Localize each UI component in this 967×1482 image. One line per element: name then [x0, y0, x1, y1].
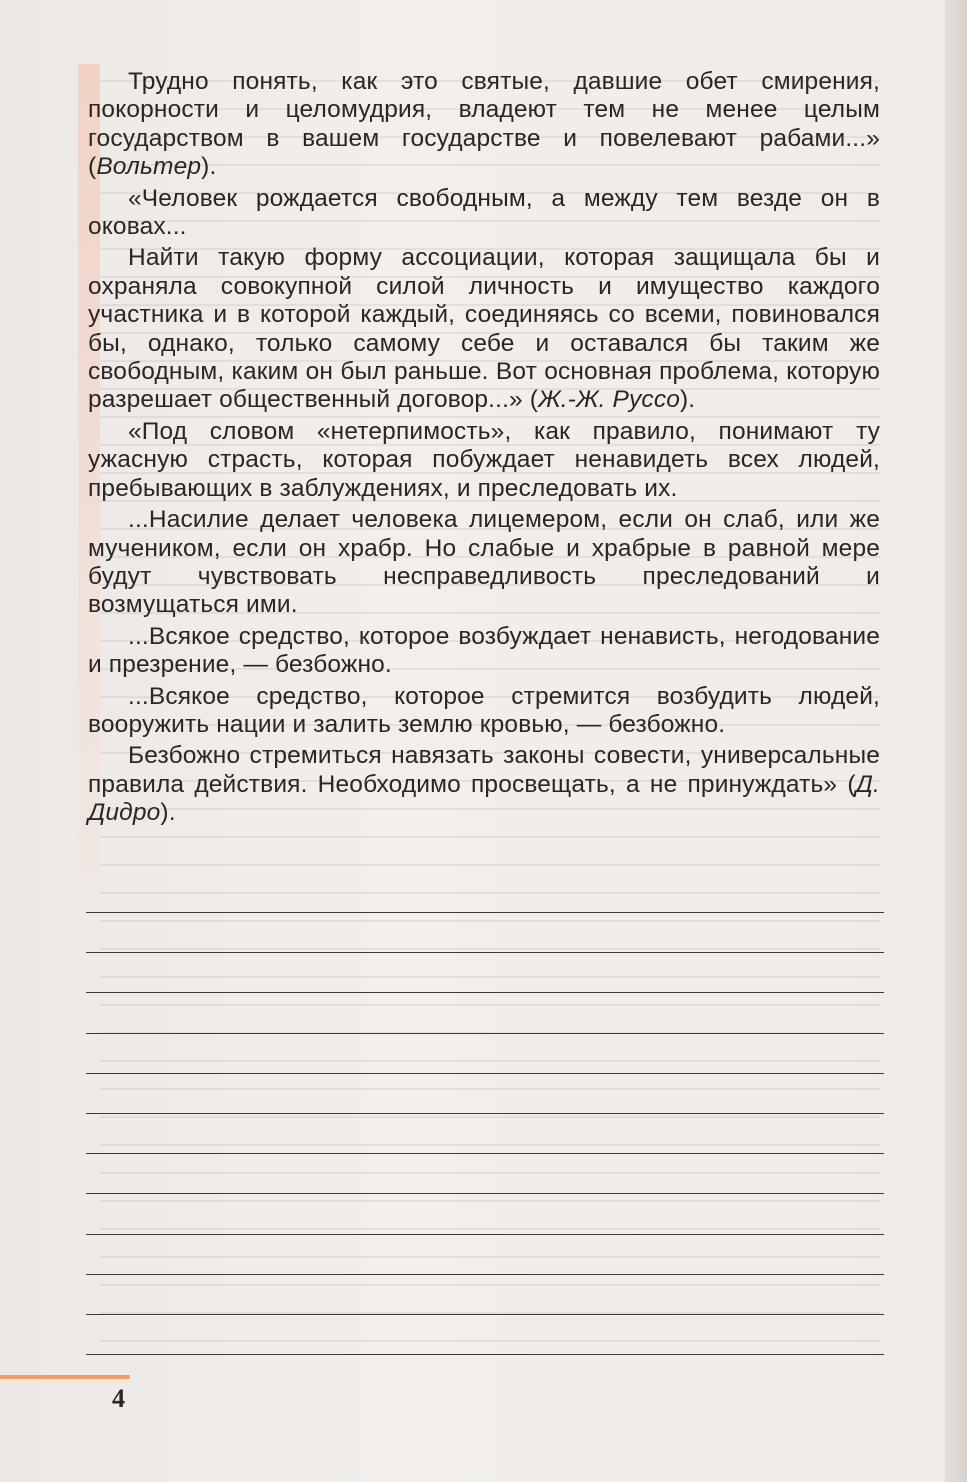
- author-diderot: Д. Дидро: [88, 770, 880, 827]
- paragraph-text: ...Всякое средство, которое возбуждает ненависть, негодование и презрение, — безбожно.: [88, 622, 880, 679]
- quote-paragraph-rousseau-1: [88, 185, 880, 242]
- quote-paragraph-rousseau-2: [88, 244, 880, 414]
- paragraph-text: Безбожно стремиться навязать законы совести, универсальные правила действия. Необходимо просвещать, а не принуждать» (: [88, 742, 880, 798]
- footer-accent-rule: [0, 1375, 130, 1379]
- answer-line[interactable]: [86, 1153, 884, 1154]
- quote-paragraph-diderot-4: [88, 683, 880, 740]
- answer-line[interactable]: [86, 1193, 884, 1194]
- author-rousseau: Ж.-Ж. Руссо: [538, 386, 680, 414]
- paragraph-tail: ).: [680, 386, 696, 414]
- answer-line[interactable]: [86, 1354, 884, 1355]
- paragraph-text: ...Всякое средство, которое стремится возбудить людей, вооружить нации и залить землю кровью, — безбожно.: [88, 682, 880, 738]
- paragraph-text: Трудно понять, как это святые, давшие обет смирения, покорности и целомудрия, владеют тем не менее целым государством в вашем государстве и повелевают рабами...» (: [88, 68, 880, 181]
- answer-line[interactable]: [86, 912, 884, 913]
- quote-paragraph-diderot-5: [88, 742, 880, 827]
- page-edge-shadow: [945, 0, 967, 1482]
- paragraph-text: «Человек рождается свободным, а между тем везде он в оковах...: [88, 184, 880, 241]
- paragraph-tail: ).: [160, 799, 176, 827]
- paragraph-text: Найти такую форму ассоциации, которая защищала бы и охраняла совокупной силой личность и имущество каждого участника и в которой каждый, соединяясь со всеми, повиновался бы, однако, только самому себе и оставался бы таким же свободным, каким он был раньше. Вот основная проблема, которую разрешает общественный договор...» (: [88, 244, 880, 414]
- answer-line[interactable]: [86, 1274, 884, 1275]
- quote-paragraph-diderot-2: [88, 506, 880, 620]
- answer-line[interactable]: [86, 952, 884, 953]
- answer-line[interactable]: [86, 1113, 884, 1114]
- paragraph-text: ...Насилие делает человека лицемером, если он слаб, или же мучеником, если он храбр. Но слабые и храбрые в равной мере будут чувствовать несправедливость преследований и возмущаться ими.: [88, 506, 880, 619]
- quotation-block: [88, 68, 880, 828]
- page-number: 4: [112, 1384, 125, 1413]
- quote-paragraph-voltaire: [88, 68, 880, 182]
- answer-line[interactable]: [86, 992, 884, 993]
- quote-paragraph-diderot-3: [88, 623, 880, 680]
- quote-paragraph-diderot-1: [88, 418, 880, 503]
- answer-line[interactable]: [86, 1314, 884, 1315]
- author-voltaire: Вольтер: [96, 153, 202, 181]
- paragraph-tail: ).: [201, 153, 217, 181]
- paragraph-text: «Под словом «нетерпимость», как правило, понимают ту ужасную страсть, которая побуждает ненавидеть всех людей, пребывающих в заблуждениях, и преследовать их.: [88, 417, 880, 502]
- answer-line[interactable]: [86, 1234, 884, 1235]
- answer-line[interactable]: [86, 1033, 884, 1034]
- answer-line[interactable]: [86, 1073, 884, 1074]
